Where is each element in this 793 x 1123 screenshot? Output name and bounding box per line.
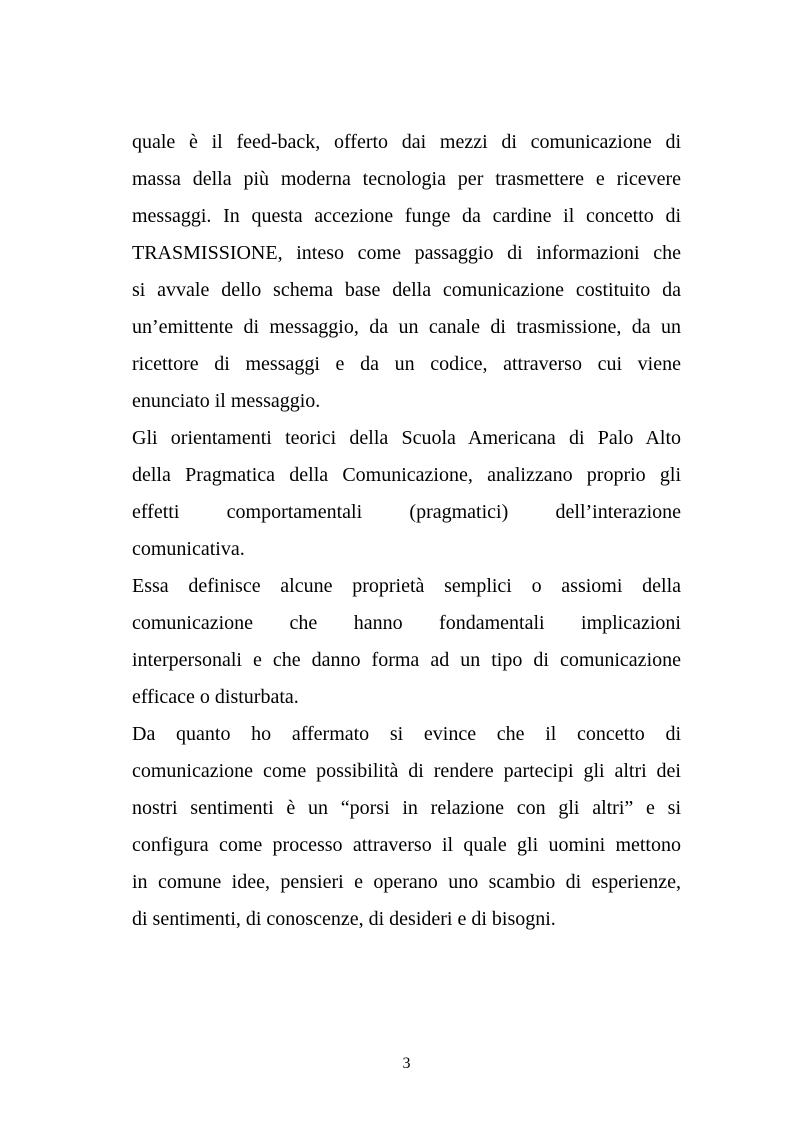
paragraph-3 <box>132 568 681 716</box>
body-text <box>132 124 681 938</box>
text-line: comunicativa. <box>132 538 245 560</box>
page-number: 3 <box>402 1055 411 1072</box>
text-line: Essa definisce alcune proprietà semplici o assiomi della <box>132 575 681 597</box>
text-line: configura come processo attraverso il quale gli uomini mettono <box>132 834 681 856</box>
text-line: comunicazione come possibilità di rendere partecipi gli altri dei <box>132 760 681 782</box>
text-line: enunciato il messaggio. <box>132 390 321 412</box>
text-line: Gli orientamenti teorici della Scuola Americana di Palo Alto <box>132 427 681 449</box>
text-line: di sentimenti, di conoscenze, di desideri e di bisogni. <box>132 908 556 930</box>
paragraph-4 <box>132 716 681 938</box>
text-line: efficace o disturbata. <box>132 686 299 708</box>
text-line: interpersonali e che danno forma ad un tipo di comunicazione <box>132 649 681 671</box>
text-line: nostri sentimenti è un “porsi in relazione con gli altri” e si <box>132 797 681 819</box>
text-line: effetti comportamentali (pragmatici) dell’interazione <box>132 501 681 523</box>
text-line: quale è il feed-back, offerto dai mezzi di comunicazione di <box>132 131 681 153</box>
text-line: ricettore di messaggi e da un codice, attraverso cui viene <box>132 353 681 375</box>
paragraph-2 <box>132 420 681 568</box>
text-line: massa della più moderna tecnologia per trasmettere e ricevere <box>132 168 681 190</box>
paragraph-1 <box>132 124 681 420</box>
text-line: messaggi. In questa accezione funge da cardine il concetto di <box>132 205 681 227</box>
text-line: si avvale dello schema base della comunicazione costituito da <box>132 279 681 301</box>
text-line: un’emittente di messaggio, da un canale di trasmissione, da un <box>132 316 681 338</box>
text-line: della Pragmatica della Comunicazione, analizzano proprio gli <box>132 464 681 486</box>
text-line: TRASMISSIONE, inteso come passaggio di informazioni che <box>132 242 681 264</box>
text-line: Da quanto ho affermato si evince che il concetto di <box>132 723 681 745</box>
text-line: comunicazione che hanno fondamentali implicazioni <box>132 612 681 634</box>
text-line: in comune idee, pensieri e operano uno scambio di esperienze, <box>132 871 681 893</box>
